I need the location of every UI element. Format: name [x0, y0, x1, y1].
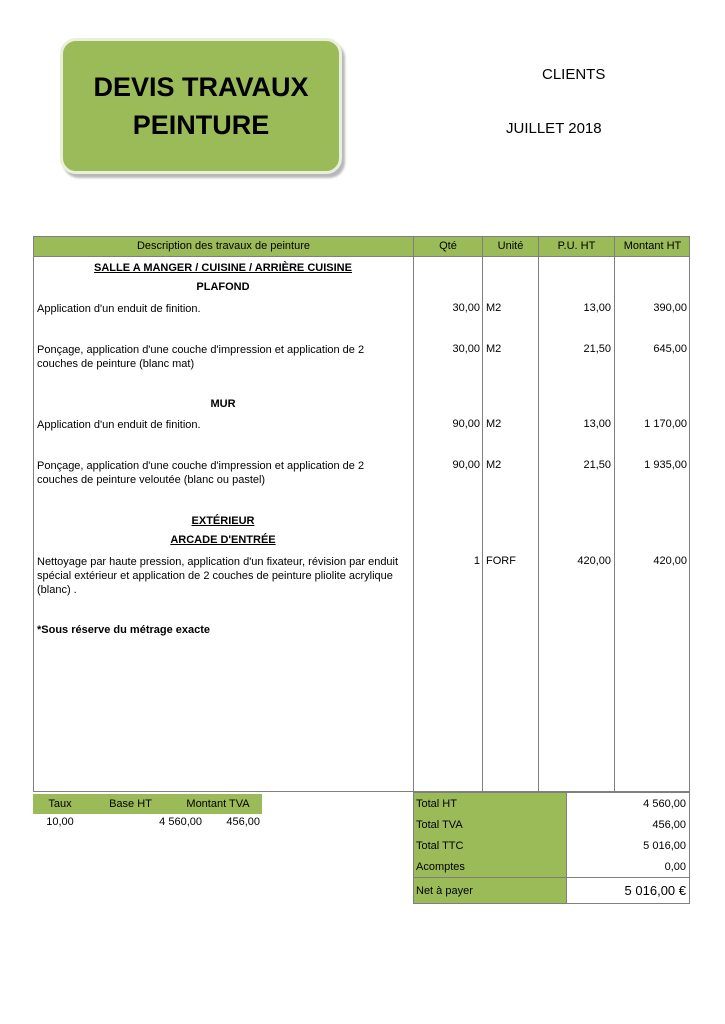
line-unit-price: 21,50 [583, 343, 611, 355]
line-qty: 1 [473, 555, 480, 567]
line-qty: 90,00 [452, 418, 480, 430]
total-label: Total TVA [414, 814, 566, 835]
line-unit: M2 [486, 343, 502, 355]
line-description: Application d'un enduit de finition. [37, 419, 201, 431]
measurement-note: *Sous réserve du métrage exacte [37, 624, 211, 636]
line-unit: M2 [486, 459, 502, 471]
col-header-unit: Unité [497, 240, 524, 252]
line-description: Application d'un enduit de finition. [37, 303, 201, 315]
total-row [414, 835, 689, 856]
col-header-qty: Qté [439, 240, 457, 252]
subsection-title: PLAFOND [196, 281, 250, 293]
clients-label: CLIENTS [542, 66, 606, 83]
col-divider [413, 236, 414, 792]
tax-rate: 10,00 [46, 816, 74, 828]
line-unit-price: 13,00 [583, 302, 611, 314]
document-title: DEVIS TRAVAUX PEINTURE [93, 72, 309, 140]
net-to-pay-label: Net à payer [414, 878, 566, 903]
tax-base: 4 560,00 [159, 816, 202, 828]
line-unit-price: 21,50 [583, 459, 611, 471]
total-row [414, 793, 689, 814]
line-qty: 30,00 [452, 302, 480, 314]
total-value: 5 016,00 [643, 839, 686, 852]
tax-table-header [33, 794, 262, 814]
line-qty: 30,00 [452, 343, 480, 355]
line-amount: 1 170,00 [644, 418, 687, 430]
line-description: Ponçage, application d'une couche d'impression et application de 2 couches de peinture (blanc mat) [37, 344, 365, 370]
totals-divider [566, 793, 567, 903]
section-title: SALLE A MANGER / CUISINE / ARRIÈRE CUISINE [94, 262, 352, 274]
total-row [414, 814, 689, 835]
line-unit-price: 13,00 [583, 418, 611, 430]
total-value: 456,00 [652, 818, 686, 831]
total-label: Total TTC [414, 835, 566, 856]
line-amount: 420,00 [653, 555, 687, 567]
line-amount: 1 935,00 [644, 459, 687, 471]
subsection-title: MUR [210, 398, 236, 410]
items-table-header [33, 236, 690, 257]
total-value: 0,00 [664, 860, 686, 873]
section-title: EXTÉRIEUR [191, 515, 255, 527]
document-date: JUILLET 2018 [506, 120, 602, 137]
tax-row [33, 812, 262, 832]
line-unit: M2 [486, 418, 502, 430]
col-header-unit-price: P.U. HT [557, 240, 596, 252]
total-label: Acomptes [414, 856, 566, 877]
tax-col-vat: Montant TVA [186, 798, 250, 810]
tax-col-base: Base HT [109, 798, 152, 810]
line-unit: M2 [486, 302, 502, 314]
tax-vat-amount: 456,00 [226, 816, 260, 828]
tax-col-rate: Taux [48, 798, 72, 810]
line-description: Nettoyage par haute pression, application d'un fixateur, révision par enduit spécial extérieur et application de 2 couches de peinture pliolite acrylique (blanc) . [37, 556, 399, 596]
net-to-pay-value: 5 016,00 € [624, 883, 686, 898]
line-qty: 90,00 [452, 459, 480, 471]
total-row [414, 856, 689, 877]
col-header-description: Description des travaux de peinture [136, 240, 311, 252]
col-divider [538, 236, 539, 792]
document-title-box [60, 38, 342, 174]
net-to-pay-row [414, 877, 689, 903]
total-value: 4 560,00 [643, 797, 686, 810]
line-unit: FORF [486, 555, 516, 567]
totals-box [413, 792, 690, 904]
total-label: Total HT [414, 793, 566, 814]
line-amount: 645,00 [653, 343, 687, 355]
subsection-title: ARCADE D'ENTRÉE [170, 534, 276, 546]
col-divider [482, 236, 483, 792]
line-description: Ponçage, application d'une couche d'impression et application de 2 couches de peinture veloutée (blanc ou pastel) [37, 460, 365, 486]
col-divider [614, 236, 615, 792]
line-amount: 390,00 [653, 302, 687, 314]
col-header-amount: Montant HT [623, 240, 682, 252]
line-unit-price: 420,00 [577, 555, 611, 567]
